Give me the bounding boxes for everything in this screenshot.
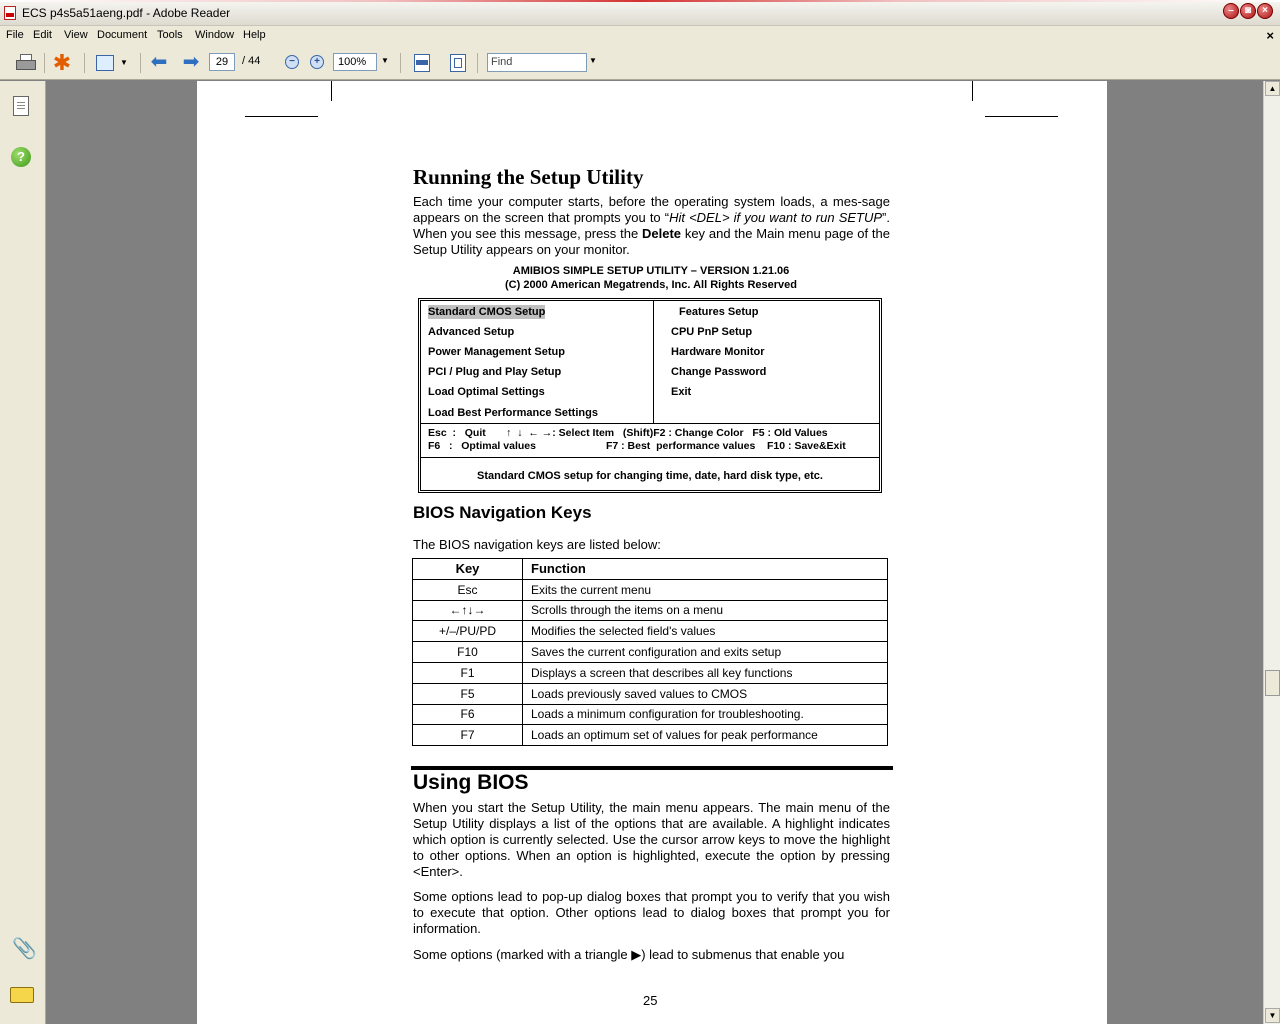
- nav-keys-table: [412, 558, 888, 746]
- table-cell-key: F5: [413, 683, 523, 704]
- intro-paragraph: Each time your computer starts, before the operating system loads, a mes-sage appears on the screen that prompts you to “Hit <DEL> if you want to run SETUP”. When you see this message, press the Delete key and the Main menu page of the Setup Utility appears on your monitor.: [413, 194, 890, 257]
- navigation-pane: [0, 81, 46, 1024]
- toolbar-separator: [140, 53, 141, 73]
- menu-help[interactable]: Help: [243, 29, 266, 41]
- attachments-icon[interactable]: 📎: [12, 938, 37, 960]
- table-row: [413, 600, 888, 621]
- scroll-up-icon[interactable]: ▲: [1265, 81, 1280, 96]
- print-icon[interactable]: [14, 52, 38, 74]
- bios-description: Standard CMOS setup for changing time, date, hard disk type, etc.: [477, 470, 823, 482]
- table-cell-key: F6: [413, 704, 523, 725]
- table-row: [413, 683, 888, 704]
- bios-keys-line-1: Esc : Quit ↑ ↓ ← →: Select Item (Shift)F2 : Change Color F5 : Old Values: [428, 427, 828, 439]
- page-total: / 44: [242, 55, 261, 67]
- menu-tools[interactable]: Tools: [157, 29, 183, 41]
- table-cell-function: Exits the current menu: [523, 579, 888, 600]
- menu-bar: [0, 26, 1280, 46]
- toolbar-separator: [477, 53, 478, 73]
- using-paragraph-3: Some options (marked with a triangle ▶) lead to submenus that enable you: [413, 947, 845, 962]
- zoom-in-icon[interactable]: +: [310, 55, 324, 69]
- crop-mark: [972, 81, 973, 101]
- title-bar: [0, 0, 1280, 26]
- table-cell-function: Loads a minimum configuration for troubleshooting.: [523, 704, 888, 725]
- bios-item-change-password: Change Password: [671, 366, 767, 378]
- crop-mark: [331, 81, 332, 101]
- menu-edit[interactable]: Edit: [33, 29, 52, 41]
- table-cell-key: F1: [413, 662, 523, 683]
- using-paragraph-2: Some options lead to pop-up dialog boxes that prompt you to verify that you wish to execute that option. Other options lead to dialog boxes that prompt you for information.: [413, 889, 890, 936]
- table-cell-key: F10: [413, 642, 523, 663]
- bios-copyright: (C) 2000 American Megatrends, Inc. All Rights Reserved: [505, 279, 797, 291]
- pages-panel-icon[interactable]: [13, 96, 29, 116]
- section-rule: [411, 766, 893, 770]
- table-cell-key: Esc: [413, 579, 523, 600]
- table-header-key: Key: [413, 559, 523, 580]
- table-row: [413, 725, 888, 746]
- table-row: [413, 621, 888, 642]
- find-input[interactable]: Find: [487, 53, 587, 72]
- crop-mark: [985, 116, 1058, 117]
- bios-item-exit: Exit: [671, 386, 692, 398]
- table-row: [413, 579, 888, 600]
- bios-item-features: Features Setup: [679, 306, 759, 318]
- bios-keys-line-2: F6 : Optimal values F7 : Best performance values F10 : Save&Exit: [428, 440, 846, 452]
- document-page: [197, 81, 1107, 1024]
- bios-item-hardware-monitor: Hardware Monitor: [671, 346, 765, 358]
- table-cell-function: Loads previously saved values to CMOS: [523, 683, 888, 704]
- nav-keys-heading: BIOS Navigation Keys: [413, 503, 592, 522]
- bios-item-standard-cmos: Standard CMOS Setup: [428, 306, 546, 318]
- bios-separator: [421, 423, 879, 424]
- menu-document[interactable]: Document: [97, 29, 148, 41]
- triangle-marker-icon: ▶: [631, 947, 642, 962]
- fit-width-icon[interactable]: [413, 52, 431, 74]
- help-icon[interactable]: ?: [11, 147, 31, 167]
- table-cell-function: Scrolls through the items on a menu: [523, 600, 888, 621]
- using-bios-heading: Using BIOS: [413, 771, 529, 794]
- table-row: [413, 704, 888, 725]
- comments-icon[interactable]: [10, 987, 34, 1003]
- fit-page-icon[interactable]: [449, 52, 467, 74]
- zoom-dropdown-icon[interactable]: ▼: [381, 56, 389, 65]
- bios-column-divider: [653, 301, 654, 423]
- scroll-down-icon[interactable]: ▼: [1265, 1008, 1280, 1023]
- bios-item-cpu-pnp: CPU PnP Setup: [671, 326, 753, 338]
- table-cell-key: ←↑↓→: [413, 600, 523, 621]
- page-number: 25: [643, 993, 658, 1008]
- page-number-input[interactable]: 29: [209, 53, 235, 71]
- menu-file[interactable]: File: [6, 29, 24, 41]
- toolbar-separator: [400, 53, 401, 73]
- bios-item-pci: PCI / Plug and Play Setup: [428, 366, 562, 378]
- zoom-out-icon[interactable]: −: [285, 55, 299, 69]
- toolbar: [0, 46, 1280, 80]
- crop-mark: [245, 116, 318, 117]
- bios-item-power: Power Management Setup: [428, 346, 565, 358]
- bios-item-advanced: Advanced Setup: [428, 326, 515, 338]
- nav-keys-intro: The BIOS navigation keys are listed below:: [413, 537, 661, 552]
- vertical-scrollbar[interactable]: [1263, 81, 1280, 1024]
- table-row: [413, 662, 888, 683]
- scroll-thumb[interactable]: [1265, 670, 1280, 696]
- bios-separator: [421, 457, 879, 458]
- zoom-level-input[interactable]: 100%: [333, 53, 377, 71]
- section-heading: Running the Setup Utility: [413, 165, 644, 189]
- previous-page-icon[interactable]: ⬅: [150, 51, 168, 73]
- table-cell-key: +/–/PU/PD: [413, 621, 523, 642]
- table-header-row: [413, 559, 888, 580]
- collaborate-icon[interactable]: ✱: [52, 50, 72, 75]
- bios-item-load-best: Load Best Performance Settings: [428, 407, 598, 419]
- toolbar-separator: [84, 53, 85, 73]
- find-dropdown-icon[interactable]: ▼: [589, 56, 597, 65]
- menu-view[interactable]: View: [64, 29, 88, 41]
- maximize-button[interactable]: ◙: [1240, 3, 1256, 19]
- menu-window[interactable]: Window: [195, 29, 235, 41]
- table-cell-function: Displays a screen that describes all key functions: [523, 662, 888, 683]
- title-bar-accent: [0, 0, 1280, 2]
- close-button[interactable]: ×: [1257, 3, 1273, 19]
- table-row: [413, 642, 888, 663]
- window-title: ECS p4s5a51aeng.pdf - Adobe Reader: [22, 6, 231, 20]
- bios-item-load-optimal: Load Optimal Settings: [428, 386, 545, 398]
- table-cell-function: Saves the current configuration and exits setup: [523, 642, 888, 663]
- table-cell-function: Modifies the selected field's values: [523, 621, 888, 642]
- bios-screenshot: [418, 298, 882, 493]
- table-cell-key: F7: [413, 725, 523, 746]
- pdf-file-icon: [4, 6, 16, 20]
- select-zoom-tool-icon[interactable]: ▼: [94, 52, 128, 74]
- close-document-icon[interactable]: ×: [1266, 28, 1274, 43]
- minimize-button[interactable]: –: [1223, 3, 1239, 19]
- using-paragraph-1: When you start the Setup Utility, the main menu appears. The main menu of the Setup Utility displays a list of the options that are available. A highlight indicates which option is currently selected. Use the cursor arrow keys to move the highlight to other options. When an option is highlighted, execute the option by pressing <Enter>.: [413, 800, 890, 879]
- table-cell-function: Loads an optimum set of values for peak performance: [523, 725, 888, 746]
- bios-title: AMIBIOS SIMPLE SETUP UTILITY – VERSION 1.21.06: [512, 265, 790, 277]
- next-page-icon[interactable]: ➡: [182, 51, 200, 73]
- table-header-function: Function: [523, 559, 888, 580]
- toolbar-separator: [44, 53, 45, 73]
